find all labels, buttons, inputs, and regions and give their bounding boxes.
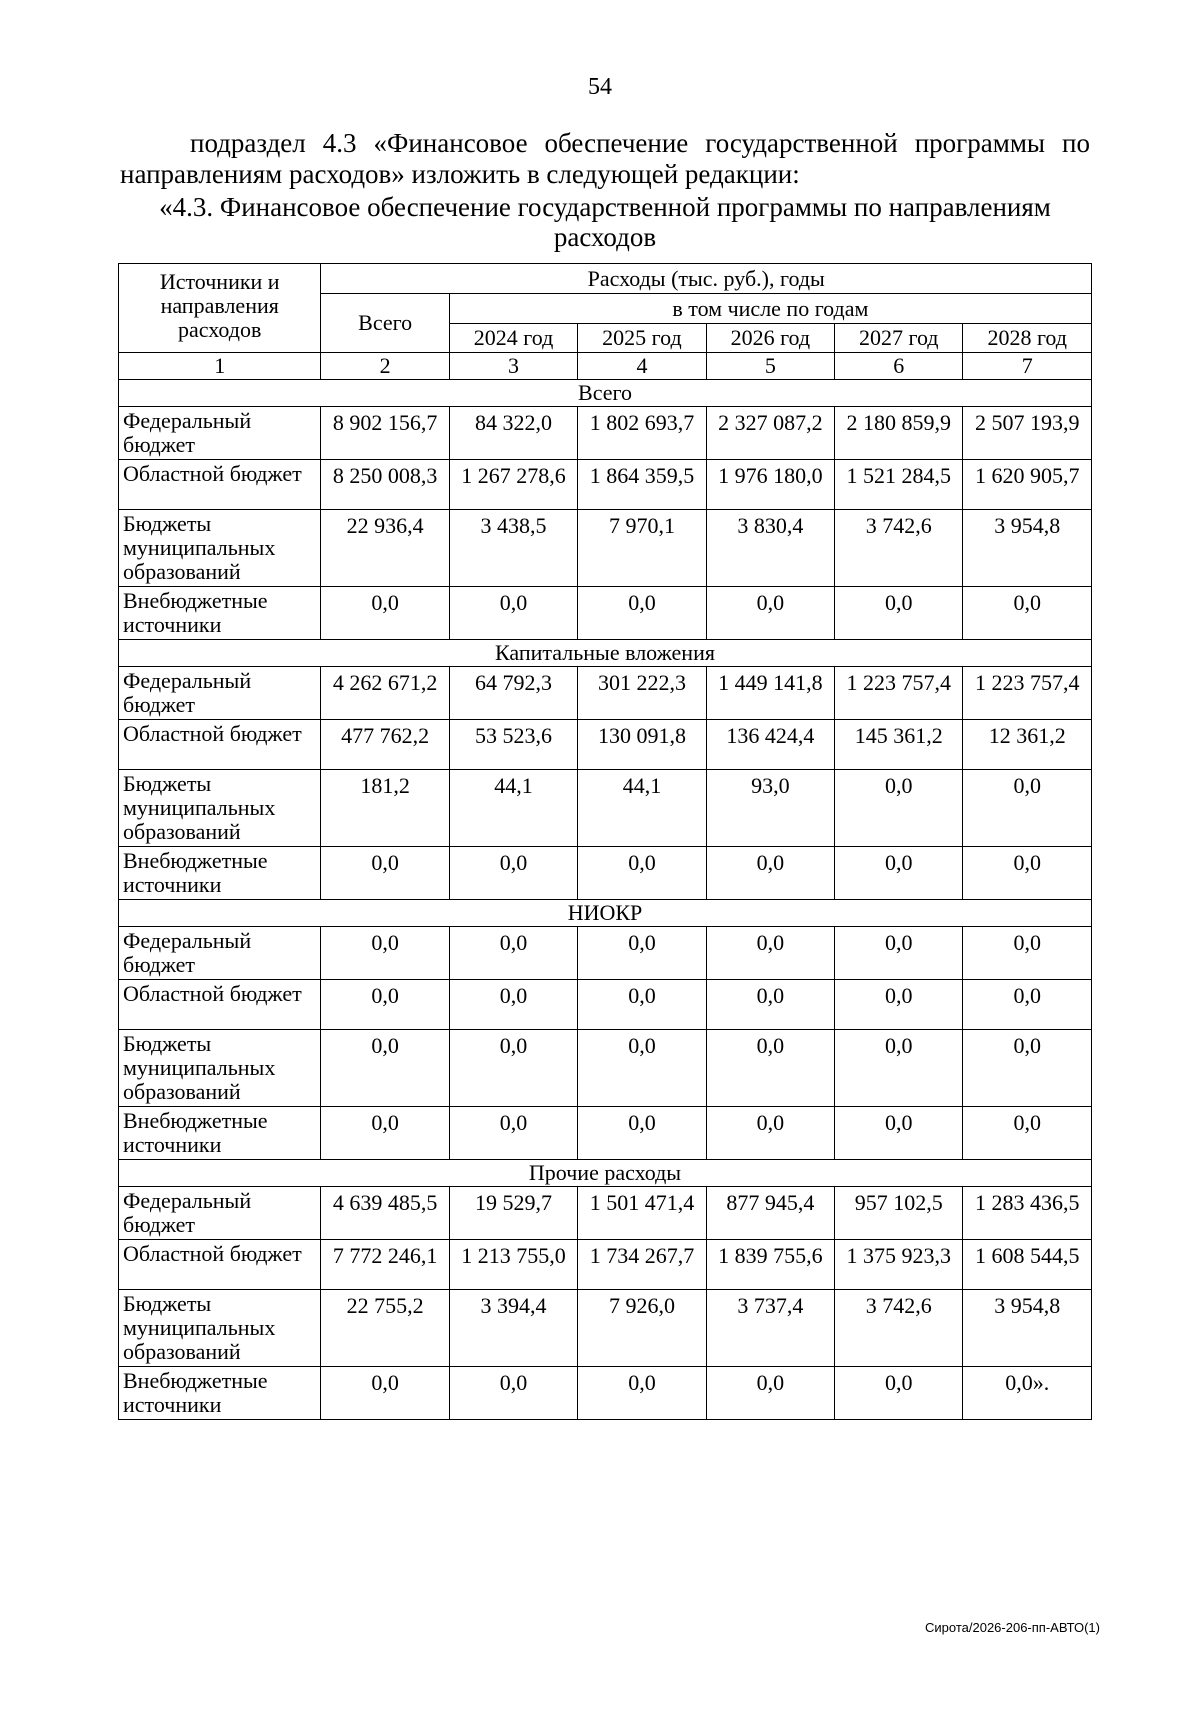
value-cell: 0,0 <box>321 1030 449 1107</box>
intro-text: подраздел 4.3 «Финансовое обеспечение государственной программы по направлениям расходов» изложить в следующей редакции: <box>120 128 1090 189</box>
section-header-row <box>119 1160 1092 1187</box>
value-cell: 1 501 471,4 <box>578 1187 706 1240</box>
value-cell: 0,0 <box>578 587 706 640</box>
row-label: Федеральный бюджет <box>119 927 321 980</box>
table-row <box>119 407 1092 460</box>
value-cell: 0,0 <box>578 1107 706 1160</box>
column-number: 1 <box>119 353 321 380</box>
value-cell: 0,0 <box>321 1107 449 1160</box>
value-cell: 0,0 <box>706 1367 834 1420</box>
value-cell: 53 523,6 <box>449 720 577 770</box>
value-cell: 0,0 <box>321 1367 449 1420</box>
value-cell: 1 223 757,4 <box>835 667 963 720</box>
header-year-2025: 2025 год <box>578 324 706 353</box>
document-footer-code: Сирота/2026-206-пп-АВТО(1) <box>925 1620 1100 1635</box>
value-cell: 3 742,6 <box>835 1290 963 1367</box>
value-cell: 0,0 <box>963 980 1092 1030</box>
value-cell: 93,0 <box>706 770 834 847</box>
value-cell: 0,0 <box>835 587 963 640</box>
row-label: Федеральный бюджет <box>119 1187 321 1240</box>
value-cell: 1 976 180,0 <box>706 460 834 510</box>
intro-paragraph <box>120 128 1090 190</box>
value-cell: 3 394,4 <box>449 1290 577 1367</box>
column-number: 5 <box>706 353 834 380</box>
value-cell: 3 954,8 <box>963 1290 1092 1367</box>
value-cell: 0,0 <box>449 1107 577 1160</box>
value-cell: 0,0 <box>963 587 1092 640</box>
value-cell: 0,0 <box>963 927 1092 980</box>
header-source: Источники и направления расходов <box>119 264 321 353</box>
value-cell: 877 945,4 <box>706 1187 834 1240</box>
column-number: 7 <box>963 353 1092 380</box>
value-cell: 7 926,0 <box>578 1290 706 1367</box>
value-cell: 0,0 <box>321 847 449 900</box>
value-cell: 44,1 <box>578 770 706 847</box>
value-cell: 0,0 <box>578 1030 706 1107</box>
value-cell: 136 424,4 <box>706 720 834 770</box>
table-row <box>119 460 1092 510</box>
table-row <box>119 720 1092 770</box>
table-row <box>119 667 1092 720</box>
table-row <box>119 1107 1092 1160</box>
value-cell: 0,0 <box>449 847 577 900</box>
value-cell: 3 830,4 <box>706 510 834 587</box>
table-row <box>119 1240 1092 1290</box>
value-cell: 8 902 156,7 <box>321 407 449 460</box>
section-title: «4.3. Финансовое обеспечение государственной программы по направлениям расходов <box>159 192 1051 252</box>
value-cell: 0,0 <box>578 927 706 980</box>
value-cell: 1 449 141,8 <box>706 667 834 720</box>
section-header-row <box>119 900 1092 927</box>
value-cell: 0,0 <box>835 1367 963 1420</box>
value-cell: 0,0 <box>706 1107 834 1160</box>
value-cell: 0,0 <box>963 1107 1092 1160</box>
value-cell: 0,0 <box>578 980 706 1030</box>
value-cell: 0,0 <box>963 847 1092 900</box>
value-cell: 3 954,8 <box>963 510 1092 587</box>
value-cell: 0,0 <box>449 980 577 1030</box>
column-number: 6 <box>835 353 963 380</box>
header-total: Всего <box>321 294 449 353</box>
row-label: Областной бюджет <box>119 460 321 510</box>
row-label: Бюджеты муниципальных образований <box>119 770 321 847</box>
value-cell: 1 283 436,5 <box>963 1187 1092 1240</box>
value-cell: 64 792,3 <box>449 667 577 720</box>
value-cell: 0,0 <box>835 847 963 900</box>
section-header-row <box>119 380 1092 407</box>
value-cell: 1 608 544,5 <box>963 1240 1092 1290</box>
value-cell: 0,0 <box>321 927 449 980</box>
column-number: 4 <box>578 353 706 380</box>
row-label: Бюджеты муниципальных образований <box>119 1290 321 1367</box>
row-label: Областной бюджет <box>119 1240 321 1290</box>
table-row <box>119 1030 1092 1107</box>
page-number: 54 <box>588 74 612 100</box>
header-expenses: Расходы (тыс. руб.), годы <box>321 264 1092 294</box>
value-cell: 0,0 <box>578 847 706 900</box>
column-number: 3 <box>449 353 577 380</box>
column-number-row <box>119 353 1092 380</box>
value-cell: 0,0 <box>449 927 577 980</box>
value-cell: 0,0 <box>835 927 963 980</box>
value-cell: 12 361,2 <box>963 720 1092 770</box>
financing-table <box>118 263 1092 1420</box>
value-cell: 145 361,2 <box>835 720 963 770</box>
table-row <box>119 847 1092 900</box>
value-cell: 0,0 <box>449 1030 577 1107</box>
table-row <box>119 770 1092 847</box>
value-cell: 22 936,4 <box>321 510 449 587</box>
row-label: Внебюджетные источники <box>119 587 321 640</box>
table-row <box>119 1290 1092 1367</box>
value-cell: 0,0 <box>963 1030 1092 1107</box>
value-cell: 0,0 <box>706 1030 834 1107</box>
row-label: Бюджеты муниципальных образований <box>119 1030 321 1107</box>
value-cell: 0,0 <box>321 980 449 1030</box>
row-label: Внебюджетные источники <box>119 1107 321 1160</box>
value-cell: 1 839 755,6 <box>706 1240 834 1290</box>
row-label: Федеральный бюджет <box>119 667 321 720</box>
value-cell: 0,0 <box>578 1367 706 1420</box>
header-year-2026: 2026 год <box>706 324 834 353</box>
row-label: Федеральный бюджет <box>119 407 321 460</box>
value-cell: 1 802 693,7 <box>578 407 706 460</box>
value-cell: 0,0 <box>835 980 963 1030</box>
value-cell: 4 639 485,5 <box>321 1187 449 1240</box>
value-cell: 1 521 284,5 <box>835 460 963 510</box>
value-cell: 0,0 <box>835 1030 963 1107</box>
value-cell: 1 267 278,6 <box>449 460 577 510</box>
row-label: Внебюджетные источники <box>119 1367 321 1420</box>
value-cell: 0,0 <box>321 587 449 640</box>
value-cell: 0,0 <box>706 587 834 640</box>
header-year-2028: 2028 год <box>963 324 1092 353</box>
value-cell: 181,2 <box>321 770 449 847</box>
value-cell: 22 755,2 <box>321 1290 449 1367</box>
value-cell: 0,0 <box>835 1107 963 1160</box>
section-header-row <box>119 640 1092 667</box>
header-year-2027: 2027 год <box>835 324 963 353</box>
table-row <box>119 980 1092 1030</box>
table-row <box>119 927 1092 980</box>
value-cell: 1 864 359,5 <box>578 460 706 510</box>
value-cell: 1 375 923,3 <box>835 1240 963 1290</box>
table-row <box>119 587 1092 640</box>
table-row <box>119 510 1092 587</box>
value-cell: 130 091,8 <box>578 720 706 770</box>
value-cell: 0,0 <box>449 1367 577 1420</box>
value-cell: 8 250 008,3 <box>321 460 449 510</box>
value-cell: 3 438,5 <box>449 510 577 587</box>
table-row <box>119 1367 1092 1420</box>
section-title-cell: Всего <box>119 380 1092 407</box>
section-title-cell: Капитальные вложения <box>119 640 1092 667</box>
value-cell: 957 102,5 <box>835 1187 963 1240</box>
section-title-cell: НИОКР <box>119 900 1092 927</box>
value-cell: 44,1 <box>449 770 577 847</box>
value-cell: 1 213 755,0 <box>449 1240 577 1290</box>
value-cell: 0,0 <box>449 587 577 640</box>
table-body <box>119 353 1092 1420</box>
value-cell: 4 262 671,2 <box>321 667 449 720</box>
row-label: Бюджеты муниципальных образований <box>119 510 321 587</box>
value-cell: 3 742,6 <box>835 510 963 587</box>
header-by-years: в том числе по годам <box>449 294 1091 324</box>
header-year-2024: 2024 год <box>449 324 577 353</box>
value-cell: 0,0 <box>835 770 963 847</box>
value-cell: 0,0 <box>706 847 834 900</box>
value-cell: 7 772 246,1 <box>321 1240 449 1290</box>
table-row <box>119 1187 1092 1240</box>
value-cell: 0,0 <box>706 980 834 1030</box>
value-cell: 2 180 859,9 <box>835 407 963 460</box>
value-cell: 1 620 905,7 <box>963 460 1092 510</box>
value-cell: 1 223 757,4 <box>963 667 1092 720</box>
row-label: Областной бюджет <box>119 720 321 770</box>
value-cell: 2 327 087,2 <box>706 407 834 460</box>
value-cell: 0,0 <box>706 927 834 980</box>
value-cell: 84 322,0 <box>449 407 577 460</box>
column-number: 2 <box>321 353 449 380</box>
value-cell: 2 507 193,9 <box>963 407 1092 460</box>
value-cell: 3 737,4 <box>706 1290 834 1367</box>
value-cell: 19 529,7 <box>449 1187 577 1240</box>
row-label: Внебюджетные источники <box>119 847 321 900</box>
value-cell: 0,0 <box>963 770 1092 847</box>
value-cell: 301 222,3 <box>578 667 706 720</box>
value-cell: 477 762,2 <box>321 720 449 770</box>
value-cell: 7 970,1 <box>578 510 706 587</box>
value-cell: 1 734 267,7 <box>578 1240 706 1290</box>
section-title-cell: Прочие расходы <box>119 1160 1092 1187</box>
row-label: Областной бюджет <box>119 980 321 1030</box>
value-cell: 0,0». <box>963 1367 1092 1420</box>
